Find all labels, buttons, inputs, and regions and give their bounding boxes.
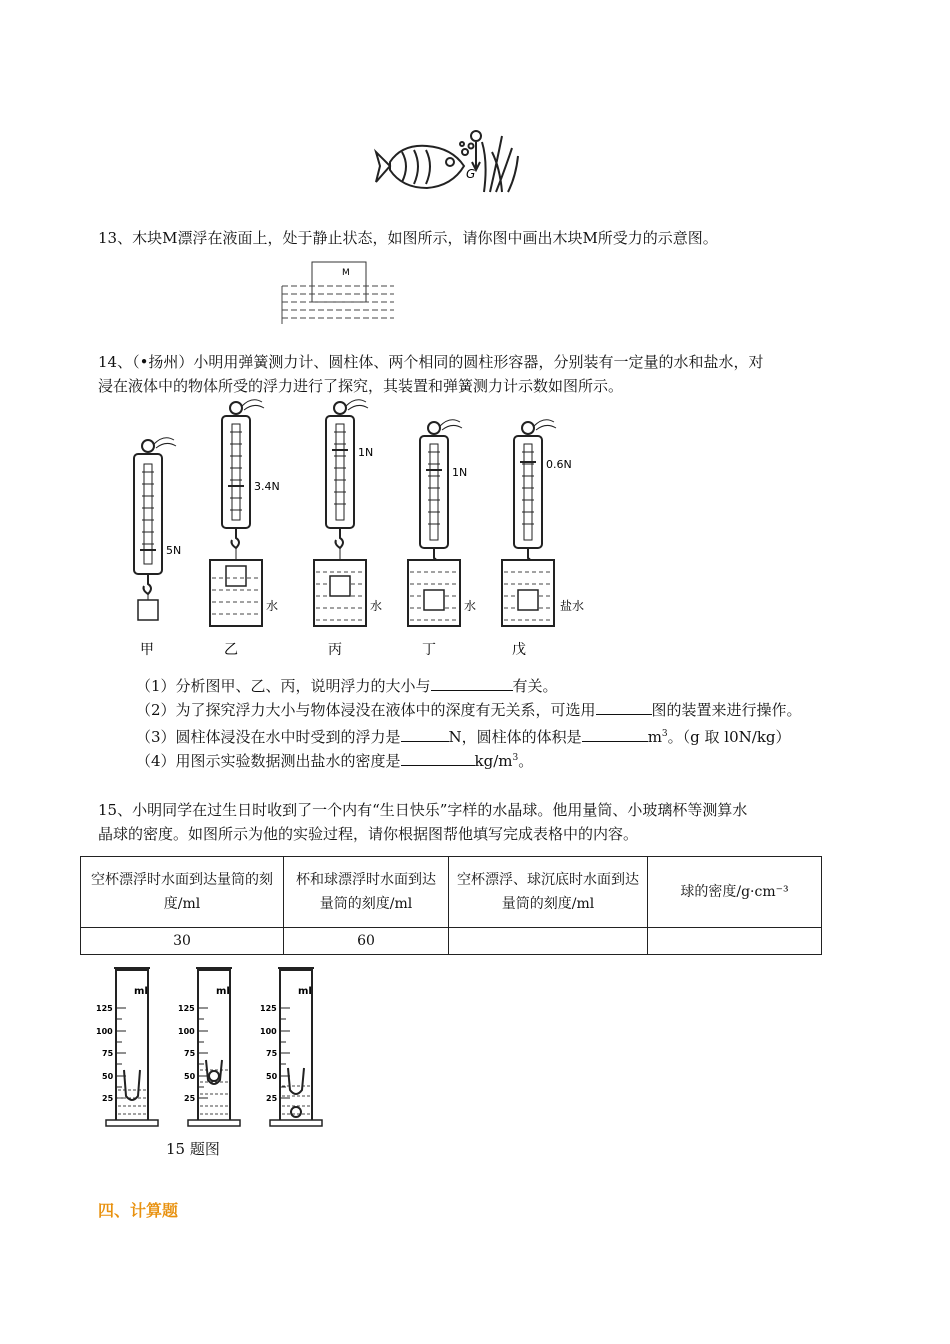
fish-figure [372,122,522,196]
answer-blank-3b[interactable] [582,726,648,742]
meter-reading-wu: 0.6N [546,458,572,471]
fish-tail [376,152,390,182]
svg-text:ml: ml [298,986,312,997]
svg-text:100: 100 [260,1027,277,1036]
liquid-label-ding: 水 [464,599,477,613]
block-label: M [342,268,350,278]
svg-text:25: 25 [184,1094,196,1103]
table-row [81,928,822,955]
svg-text:75: 75 [102,1049,114,1058]
answer-blank-2[interactable] [596,699,652,715]
q14-sub4: （4）用图示实验数据测出盐水的密度是 $kg/m^3$。 [136,752,534,770]
svg-text:ml: ml [216,986,230,997]
table-header-row [81,857,822,928]
q14-sub2: （2）为了探究浮力大小与物体浸没在液体中的深度有无关系，可选用 图的装置来进行操作。 [136,701,802,719]
measuring-cylinders-figure [92,964,332,1130]
meter-bing [314,400,382,626]
svg-text:100: 100 [96,1027,113,1036]
liquid-label-wu: 盐水 [560,599,585,613]
figure-caption: 15 题图 [166,1140,220,1158]
caption-yi: 乙 [224,642,238,658]
table-header: 空杯漂浮、球沉底时水面到达量筒的刻度/ml [449,857,648,928]
q15-line-2: 晶球的密度。如图所示为他的实验过程，请你根据图帮他填写完成表格中的内容。 [98,825,639,843]
floating-block-figure [278,258,398,326]
caption-jia: 甲 [140,642,154,658]
cylinder-2 [178,968,240,1126]
svg-text:50: 50 [266,1072,278,1081]
meter-jia [134,438,181,620]
q13-text: 13、木块M漂浮在液面上，处于静止状态，如图所示，请你图中画出木块M所受力的示意图。 [98,229,718,247]
spring-scale-figure [126,398,596,666]
q15-line-1: 15、小明同学在过生日时收到了一个内有“生日快乐”字样的水晶球。他用量筒、小玻璃杯等测算水 [98,801,748,819]
liquid-label-bing: 水 [370,599,383,613]
table-header: 空杯漂浮时水面到达量筒的刻度/ml [81,857,284,928]
svg-text:125: 125 [260,1004,277,1013]
section-title: 四、计算题 [98,1201,179,1220]
meter-ding [408,420,476,626]
liquid-label-yi: 水 [266,599,279,613]
meter-reading-ding: 1N [452,466,468,479]
svg-text:100: 100 [178,1027,195,1036]
caption-bing: 丙 [328,642,342,658]
table-cell: 30 [81,928,284,955]
table-header: 球的密度/g·cm⁻³ [648,857,822,928]
svg-text:75: 75 [184,1049,196,1058]
svg-text:25: 25 [102,1094,114,1103]
answer-blank-4[interactable] [401,750,475,766]
caption-wu: 戊 [512,642,526,658]
meter-reading-yi: 3.4N [254,480,280,493]
gravity-label: G [466,167,476,181]
meter-reading-jia: 5N [166,544,182,557]
answer-blank-1[interactable] [431,675,513,691]
meter-yi [210,400,280,626]
table-header: 杯和球漂浮时水面到达量筒的刻度/ml [284,857,449,928]
svg-text:125: 125 [96,1004,113,1013]
density-table [80,856,822,955]
meter-reading-bing: 1N [358,446,374,459]
svg-text:ml: ml [134,986,148,997]
svg-text:50: 50 [184,1072,196,1081]
q14-intro-1: 14、（•扬州）小明用弹簧测力计、圆柱体、两个相同的圆柱形容器，分别装有一定量的水和盐水，对 [98,353,764,371]
q14-sub1: （1）分析图甲、乙、丙，说明浮力的大小与 有关。 [136,677,558,695]
table-cell[interactable] [648,928,822,955]
q14-intro-2: 浸在液体中的物体所受的浮力进行了探究，其装置和弹簧测力计示数如图所示。 [98,377,624,395]
table-cell[interactable] [449,928,648,955]
cylinder-1 [96,968,158,1126]
svg-text:75: 75 [266,1049,278,1058]
svg-text:50: 50 [102,1072,114,1081]
table-cell: 60 [284,928,449,955]
svg-text:125: 125 [178,1004,195,1013]
svg-text:25: 25 [266,1094,278,1103]
force-point [471,131,481,141]
meter-wu [502,420,584,626]
cylinder-3 [260,968,322,1126]
caption-ding: 丁 [422,642,436,658]
answer-blank-3a[interactable] [401,726,449,742]
q14-sub3: （3）圆柱体浸没在水中时受到的浮力是 N，圆柱体的体积是 $m^3$。（g 取 l0N/kg） [136,728,791,746]
